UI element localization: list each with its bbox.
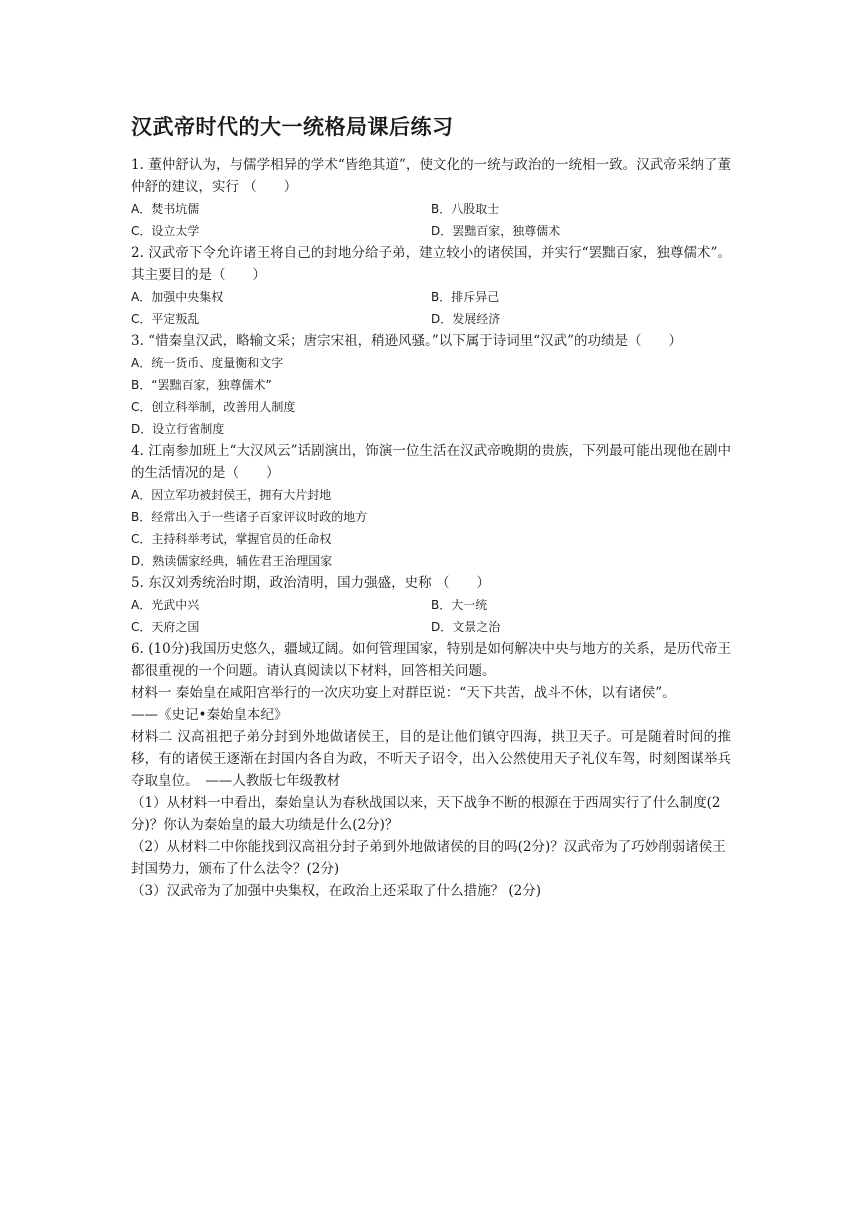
option-d: D．文景之治 xyxy=(431,620,501,634)
option-b: B．排斥异己 xyxy=(431,290,500,304)
option-c: C．天府之国 xyxy=(131,620,200,634)
option-a: A．光武中兴 xyxy=(131,598,200,612)
option-b: B．经常出入于一些诸子百家评议时政的地方 xyxy=(131,510,368,524)
option-a: A．焚书坑儒 xyxy=(131,202,200,216)
worksheet xyxy=(131,110,731,902)
material-1: 材料一 秦始皇在咸阳宫举行的一次庆功宴上对群臣说：“天下共苦，战斗不休，以有诸侯”。 xyxy=(131,685,676,701)
question-2-stem: 2. 汉武帝下令允许诸王将自己的封地分给子弟，建立较小的诸侯国，并实行“罢黜百家，独尊儒术”。其主要目的是（ ） xyxy=(131,245,731,283)
question-5-options xyxy=(131,594,731,638)
question-3-stem: 3. “惜秦皇汉武，略输文采；唐宗宋祖，稍逊风骚。”以下属于诗词里“汉武”的功绩是（ ） xyxy=(131,333,683,349)
option-a: A．统一货币、度量衡和文字 xyxy=(131,356,284,370)
option-b: B．大一统 xyxy=(431,598,488,612)
option-d: D．发展经济 xyxy=(431,312,501,326)
question-1-stem: 1. 董仲舒认为，与儒学相异的学术“皆绝其道”，使文化的一统与政治的一统相一致。汉武帝采纳了董仲舒的建议，实行 （ ） xyxy=(131,157,731,195)
option-a: A．加强中央集权 xyxy=(131,290,224,304)
option-d: D．设立行省制度 xyxy=(131,422,225,436)
option-d: D．熟读儒家经典，辅佐君王治理国家 xyxy=(131,554,333,568)
option-c: C．平定叛乱 xyxy=(131,312,200,326)
question-4-options xyxy=(131,484,731,572)
sub-question-3: （3）汉武帝为了加强中央集权，在政治上还采取了什么措施？ (2分) xyxy=(131,883,542,899)
sub-question-1: （1）从材料一中看出，秦始皇认为春秋战国以来，天下战争不断的根源在于西周实行了什么制度(2分)？你认为秦始皇的最大功绩是什么(2分)？ xyxy=(131,795,721,833)
option-b: B．八股取士 xyxy=(431,202,500,216)
sub-question-2: （2）从材料二中你能找到汉高祖分封子弟到外地做诸侯的目的吗(2分)？汉武帝为了巧妙削弱诸侯王封国势力，颁布了什么法令？(2分) xyxy=(131,839,726,877)
option-c: C．创立科举制，改善用人制度 xyxy=(131,400,296,414)
material-1-source: ——《史记•秦始皇本纪》 xyxy=(131,707,288,723)
question-6-intro: 6. (10分)我国历史悠久，疆域辽阔。如何管理国家，特别是如何解决中央与地方的关系，是历代帝王都很重视的一个问题。请认真阅读以下材料，回答相关问题。 xyxy=(131,641,731,679)
material-2: 材料二 汉高祖把子弟分封到外地做诸侯王，目的是让他们镇守四海，拱卫天子。可是随着时间的推移，有的诸侯王逐渐在封国内各自为政，不听天子诏令，出入公然使用天子礼仪车驾，时刻图谋举兵夺取皇位。 ——人教版七年级教材 xyxy=(131,729,731,789)
question-4-stem: 4. 江南参加班上“大汉风云”话剧演出，饰演一位生活在汉武帝晚期的贵族，下列最可能出现他在剧中的生活情况的是（ ） xyxy=(131,443,731,481)
option-c: C．设立太学 xyxy=(131,224,200,238)
page-title: 汉武帝时代的大一统格局课后练习 xyxy=(131,115,454,139)
question-5-stem: 5. 东汉刘秀统治时期，政治清明，国力强盛，史称 （ ） xyxy=(131,575,490,591)
question-2-options xyxy=(131,286,731,330)
question-3-options xyxy=(131,352,731,440)
option-c: C．主持科举考试，掌握官员的任命权 xyxy=(131,532,332,546)
question-1-options xyxy=(131,198,731,242)
option-a: A．因立军功被封侯王，拥有大片封地 xyxy=(131,488,332,502)
option-d: D．罢黜百家，独尊儒术 xyxy=(431,224,561,238)
option-b: B．“罢黜百家，独尊儒术” xyxy=(131,378,272,392)
